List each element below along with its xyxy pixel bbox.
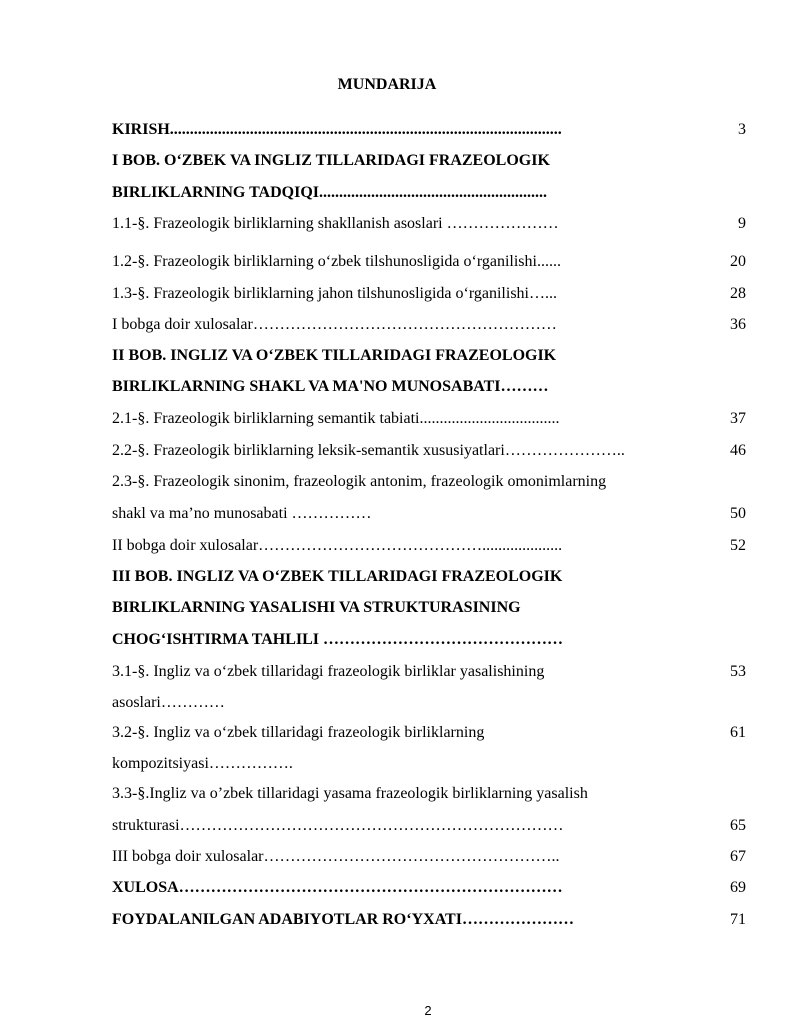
toc-chapter-3-conclusion: III bobga doir xulosalar……………………………………………….. (112, 848, 560, 865)
toc-page-number: 36 (730, 316, 746, 333)
toc-page-number: 71 (730, 911, 746, 928)
toc-section-2-1: 2.1-§. Frazeologik birliklarning semantik tabiati................................... (112, 410, 560, 427)
toc-chapter-1-title: I BOB. O‘ZBEK VA INGLIZ TILLARIDAGI FRAZEOLOGIK (112, 152, 550, 169)
toc-section-1-1: 1.1-§. Frazeologik birliklarning shakllanish asoslari ………………… (112, 215, 559, 232)
toc-section-2-2: 2.2-§. Frazeologik birliklarning leksik-semantik xususiyatlari………………….. (112, 442, 625, 459)
toc-section-3-2-cont: kompozitsiyasi……………. (112, 755, 293, 772)
toc-page-number: 9 (738, 215, 746, 232)
toc-page-number: 50 (730, 505, 746, 522)
toc-section-2-3-cont: shakl va ma’no munosabati …………… (112, 505, 372, 522)
page-title: MUNDARIJA (337, 76, 437, 93)
toc-chapter-1-conclusion: I bobga doir xulosalar………………………………………………… (112, 316, 557, 333)
toc-page-number: 61 (730, 724, 746, 741)
toc-section-3-3: 3.3-§.Ingliz va o’zbek tillaridagi yasama frazeologik birliklarning yasalish (112, 785, 588, 802)
toc-chapter-2-conclusion: II bobga doir xulosalar…………………………………….................... (112, 537, 563, 554)
toc-page-number: 46 (730, 442, 746, 459)
toc-page-number: 52 (730, 537, 746, 554)
toc-section-3-1: 3.1-§. Ingliz va o‘zbek tillaridagi frazeologik birliklar yasalishining (112, 663, 545, 680)
toc-page-number: 28 (730, 285, 746, 302)
toc-section-1-2: 1.2-§. Frazeologik birliklarning o‘zbek tilshunosligida o‘rganilishi...... (112, 253, 561, 270)
toc-chapter-1-title-cont: BIRLIKLARNING TADQIQI......................................................... (112, 184, 548, 201)
toc-entry-xulosa: XULOSA……………………………………………………………… (112, 879, 563, 896)
footer-page-number: 2 (424, 1003, 432, 1018)
toc-page-number: 69 (730, 879, 746, 896)
toc-chapter-3-title: III BOB. INGLIZ VA O‘ZBEK TILLARIDAGI FRAZEOLOGIK (112, 568, 563, 585)
toc-section-3-3-cont: strukturasi……………………………………………………………… (112, 817, 564, 834)
toc-page-number: 53 (730, 663, 746, 680)
toc-chapter-2-title-cont: BIRLIKLARNING SHAKL VA MA'NO MUNOSABATI……… (112, 378, 549, 395)
toc-page-number: 67 (730, 848, 746, 865)
toc-section-2-3: 2.3-§. Frazeologik sinonim, frazeologik antonim, frazeologik omonimlarning (112, 473, 607, 490)
toc-entry-references: FOYDALANILGAN ADABIYOTLAR RO‘YXATI………………… (112, 911, 574, 928)
toc-section-3-2: 3.2-§. Ingliz va o‘zbek tillaridagi frazeologik birliklarning (112, 724, 485, 741)
toc-section-1-3: 1.3-§. Frazeologik birliklarning jahon tilshunosligida o‘rganilishi…... (112, 285, 557, 302)
toc-chapter-3-title-cont: CHOG‘ISHTIRMA TAHLILI ……………………………………… (112, 631, 564, 648)
toc-entry-kirish: KIRISH.................................................................................................. (112, 121, 562, 138)
toc-chapter-2-title: II BOB. INGLIZ VA O‘ZBEK TILLARIDAGI FRAZEOLOGIK (112, 347, 557, 364)
toc-page-number: 3 (738, 121, 746, 138)
toc-chapter-3-title-cont: BIRLIKLARNING YASALISHI VA STRUKTURASINING (112, 599, 521, 616)
toc-page-number: 20 (730, 253, 746, 270)
toc-page-number: 37 (730, 410, 746, 427)
toc-section-3-1-cont: asoslari………… (112, 694, 225, 711)
toc-page-number: 65 (730, 817, 746, 834)
